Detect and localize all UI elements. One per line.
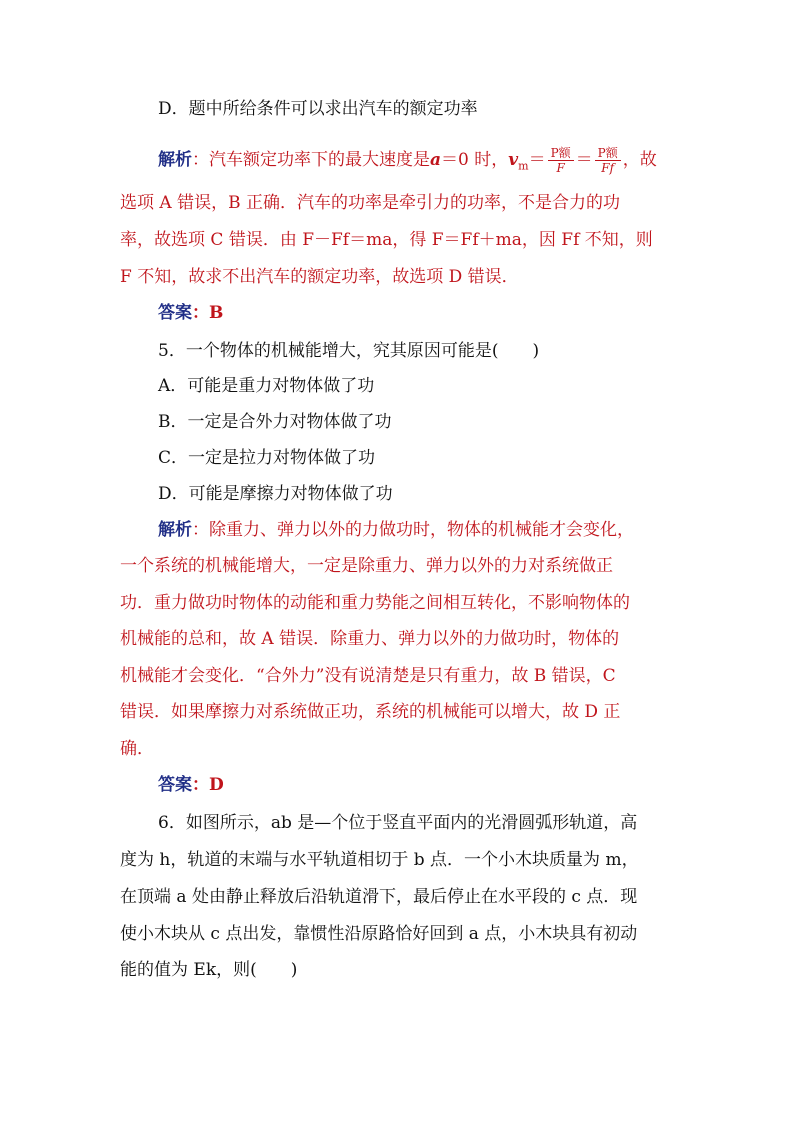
q5-stem: 5．一个物体的机械能增大，究其原因可能是( ) bbox=[158, 341, 540, 361]
q4-analysis-line-2: 选项 A 错误，B 正确．汽车的功率是牵引力的功率，不是合力的功 bbox=[120, 193, 620, 213]
q5-option-d: D．可能是摩擦力对物体做了功 bbox=[158, 484, 393, 504]
q6-line-3: 在顶端 a 处由静止释放后沿轨道滑下，最后停止在水平段的 c 点．现 bbox=[120, 887, 638, 907]
q6-line-4: 使小木块从 c 点出发，靠惯性沿原路恰好回到 a 点，小木块具有初动 bbox=[120, 924, 638, 944]
q4-answer-label: 答案 bbox=[158, 303, 192, 323]
q4-answer-value: ：B bbox=[192, 303, 224, 323]
q5-option-a: A．可能是重力对物体做了功 bbox=[158, 376, 375, 396]
q5-analysis-line-6: 错误．如果摩擦力对系统做正功，系统的机械能可以增大，故 D 正 bbox=[120, 702, 621, 722]
q4-analysis-line-4: F 不知，故求不出汽车的额定功率，故选项 D 错误． bbox=[120, 267, 519, 287]
q5-option-b: B．一定是合外力对物体做了功 bbox=[158, 412, 392, 432]
q4-analysis-label: 解析 bbox=[158, 150, 192, 170]
q5-analysis-line-7: 确． bbox=[120, 739, 154, 759]
q5-analysis-line-2: 一个系统的机械能增大，一定是除重力、弹力以外的力对系统做正 bbox=[120, 556, 613, 576]
q6-line-2: 度为 h，轨道的末端与水平轨道相切于 b 点．一个小木块质量为 m， bbox=[120, 850, 639, 870]
fraction-p-over-ff: $\frac{\text{P额}}{Ff}$ bbox=[595, 146, 621, 175]
fraction-p-over-f: $\frac{\text{P额}}{F}$ bbox=[548, 146, 574, 175]
q5-answer-value: ：D bbox=[192, 775, 224, 795]
q5-answer-label: 答案 bbox=[158, 775, 192, 795]
q4-analysis-line-3: 率，故选项 C 错误．由 F－Ff＝ma，得 F＝Ff＋ma，因 Ff 不知，则 bbox=[120, 230, 653, 250]
q5-option-c: C．一定是拉力对物体做了功 bbox=[158, 448, 376, 468]
q6-line-1: 6．如图所示，ab 是—个位于竖直平面内的光滑圆弧形轨道，高 bbox=[158, 813, 638, 833]
q4-answer bbox=[158, 302, 794, 324]
q5-analysis-line-3: 功．重力做功时物体的动能和重力势能之间相互转化，不影响物体的 bbox=[120, 593, 630, 613]
q4-option-d: D．题中所给条件可以求出汽车的额定功率 bbox=[158, 99, 478, 119]
q6-line-5: 能的值为 Ek，则( ) bbox=[120, 960, 298, 980]
q5-analysis-line-1: 解析：除重力、弹力以外的力做功时，物体的机械能才会变化， bbox=[158, 520, 634, 540]
q5-analysis-line-5: 机械能才会变化．“合外力”没有说清楚是只有重力，故 B 错误，C bbox=[120, 666, 616, 686]
q5-analysis-line-4: 机械能的总和，故 A 错误．除重力、弹力以外的力做功时，物体的 bbox=[120, 629, 620, 649]
q5-analysis-label: 解析 bbox=[158, 520, 192, 540]
q5-answer bbox=[158, 774, 794, 796]
q4-analysis-line-1: 解析：汽车额定功率下的最大速度是a＝0 时，$v_m=$ $\frac{\text{P额}}{F}$ ＝ $\frac{\text{P额}}{Ff}$ ，故 bbox=[158, 146, 657, 175]
